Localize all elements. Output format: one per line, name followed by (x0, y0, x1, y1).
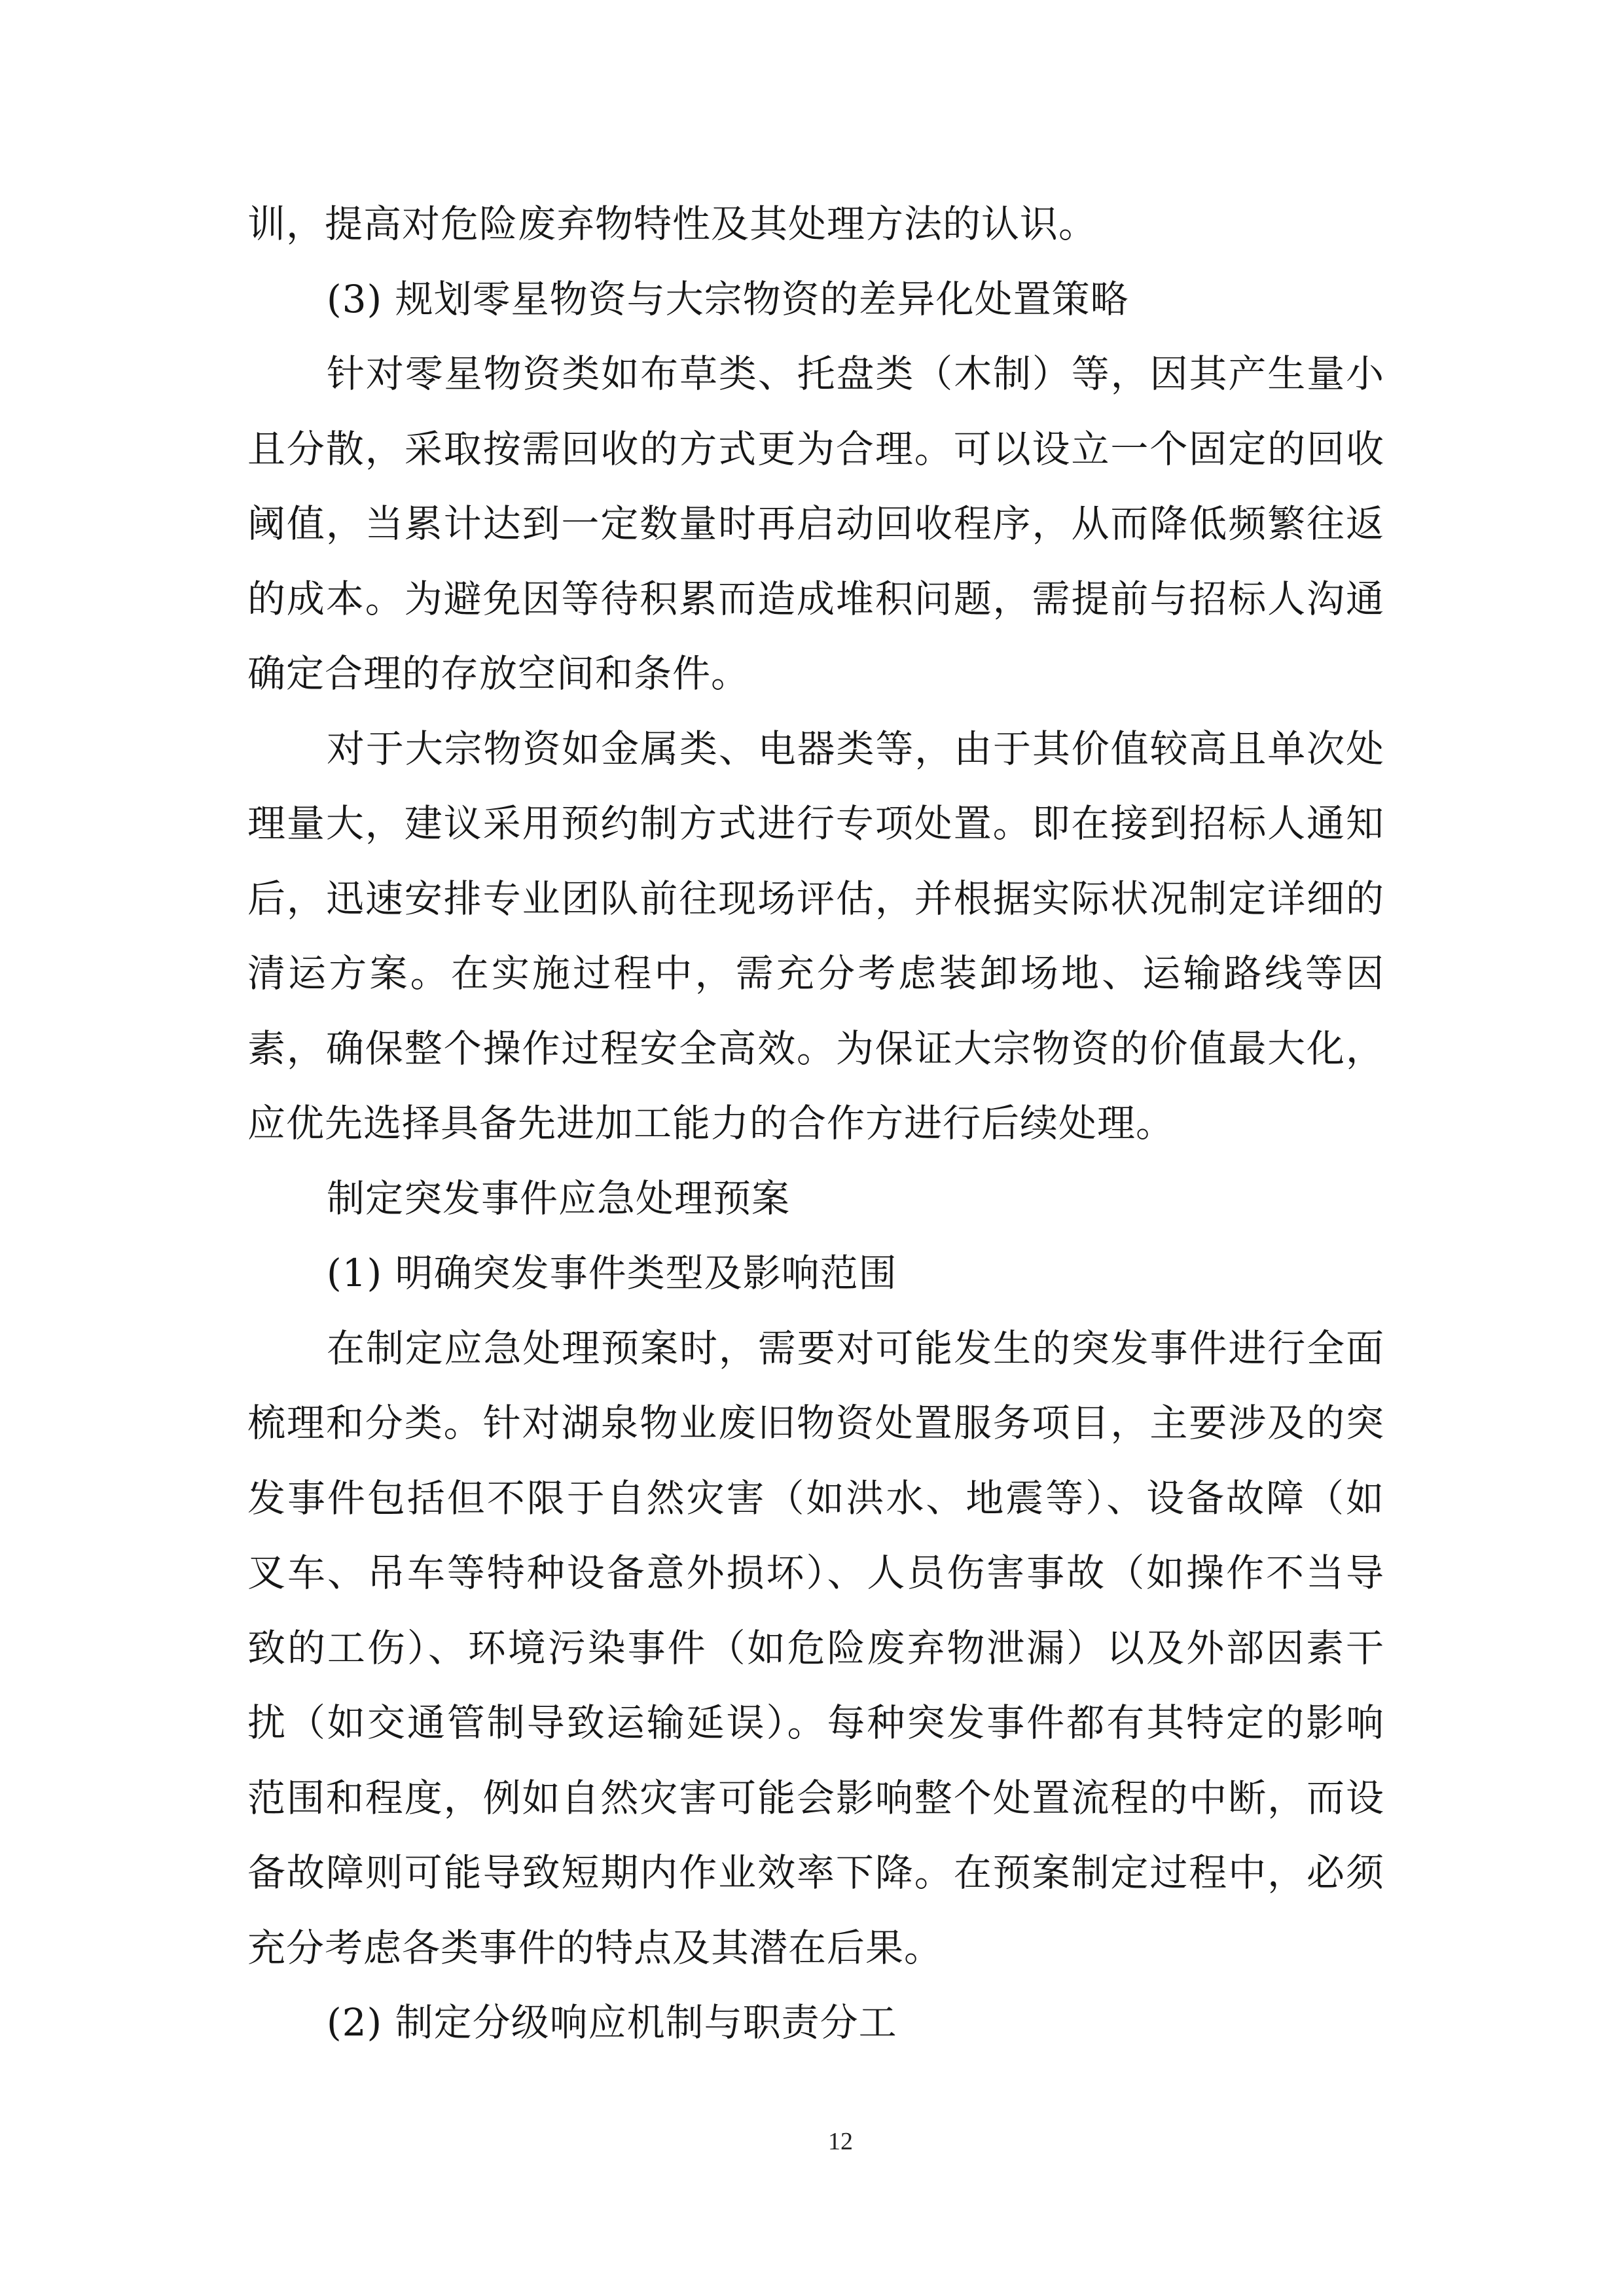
page-number: 12 (828, 2128, 853, 2155)
heading-line: (2) 制定分级响应机制与职责分工 (327, 2000, 897, 2045)
text-line: 备故障则可能导致短期内作业效率下降。在预案制定过程中，必须 (247, 1850, 1384, 1895)
subsection-heading-1 (247, 1236, 1384, 1311)
text-line: 充分考虑各类事件的特点及其潜在后果。 (247, 1925, 943, 1970)
subsection-heading-2 (247, 1985, 1384, 2060)
text-line: 的成本。为避免因等待积累而造成堆积问题，需提前与招标人沟通 (247, 576, 1384, 621)
body-text (247, 187, 1384, 2060)
text-line: 在制定应急处理预案时，需要对可能发生的突发事件进行全面 (327, 1325, 1384, 1371)
text-line: 应优先选择具备先进加工能力的合作方进行后续处理。 (247, 1101, 1175, 1145)
text-line: 清运方案。在实施过程中，需充分考虑装卸场地、运输路线等因 (247, 951, 1384, 996)
heading-line: (3) 规划零星物资与大宗物资的差异化处置策略 (327, 276, 1129, 321)
text-line: 理量大，建议采用预约制方式进行专项处置。即在接到招标人通知 (247, 801, 1384, 846)
paragraph-bulk-materials (247, 711, 1384, 1161)
text-line: 范围和程度，例如自然灾害可能会影响整个处置流程的中断，而设 (247, 1775, 1384, 1820)
text-line: 对于大宗物资如金属类、电器类等，由于其价值较高且单次处 (327, 726, 1384, 771)
paragraph-continuation (247, 187, 1384, 262)
subsection-heading-3 (247, 262, 1384, 337)
text-line: 后，迅速安排专业团队前往现场评估，并根据实际状况制定详细的 (247, 876, 1384, 921)
text-line: 发事件包括但不限于自然灾害（如洪水、地震等）、设备故障（如 (247, 1475, 1384, 1520)
text-line: 阈值，当累计达到一定数量时再启动回收程序，从而降低频繁往返 (247, 501, 1384, 546)
text-line: 梳理和分类。针对湖泉物业废旧物资处置服务项目，主要涉及的突 (247, 1401, 1384, 1445)
text-line: 扰（如交通管制导致运输延误）。每种突发事件都有其特定的影响 (247, 1700, 1384, 1745)
paragraph-emergency-types (247, 1311, 1384, 1986)
section-heading-emergency-plan (247, 1161, 1384, 1236)
text-line: 叉车、吊车等特种设备意外损坏）、人员伤害事故（如操作不当导 (247, 1551, 1384, 1595)
heading-line: 制定突发事件应急处理预案 (327, 1175, 791, 1221)
text-line: 致的工伤）、环境污染事件（如危险废弃物泄漏）以及外部因素干 (247, 1625, 1384, 1670)
text-line: 确定合理的存放空间和条件。 (247, 651, 750, 696)
text-line: 针对零星物资类如布草类、托盘类（木制）等，因其产生量小 (327, 351, 1384, 396)
heading-line: (1) 明确突发事件类型及影响范围 (327, 1251, 897, 1295)
text-line: 素，确保整个操作过程安全高效。为保证大宗物资的价值最大化， (247, 1026, 1384, 1071)
text-line: 且分散，采取按需回收的方式更为合理。可以设立一个固定的回收 (247, 426, 1384, 471)
text-line: 训，提高对危险废弃物特性及其处理方法的认识。 (247, 202, 1098, 246)
paragraph-scattered-materials (247, 336, 1384, 711)
